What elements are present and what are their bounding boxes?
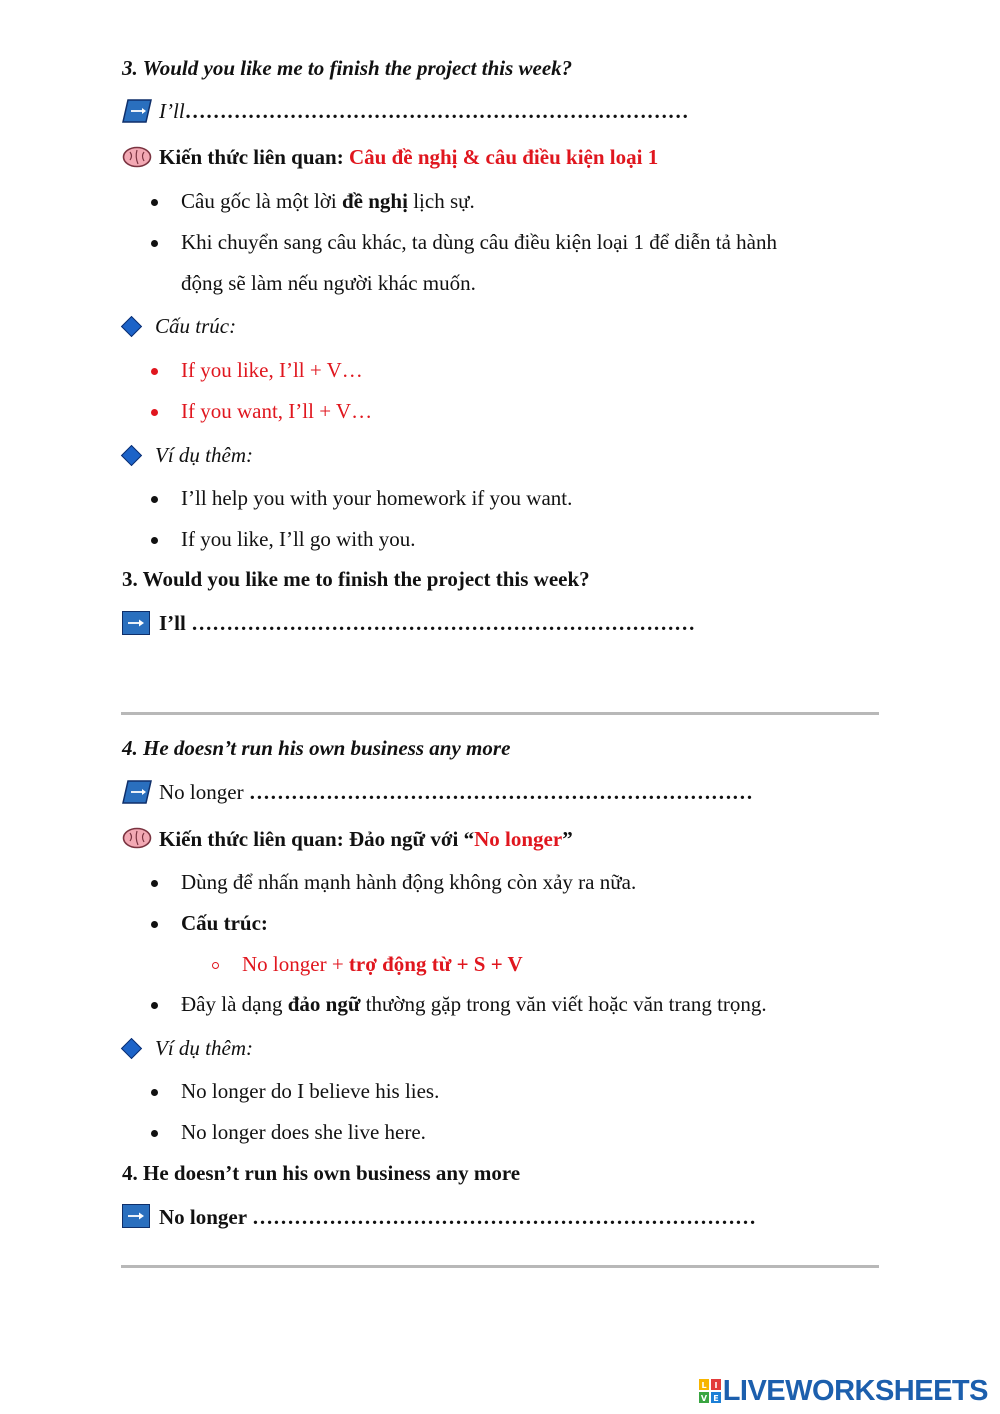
list-item-bold: đề nghị (342, 189, 408, 213)
bullet-dot (151, 1130, 158, 1137)
arrow-icon (122, 780, 152, 804)
bullet-dot (151, 368, 158, 375)
sub-bullet (212, 962, 219, 969)
logo-letter: V (700, 1394, 707, 1403)
example-item: No longer does she live here. (181, 1120, 426, 1144)
liveworksheets-logo (699, 1376, 988, 1406)
question-4-bold: 4. He doesn’t run his own business any more (122, 1161, 521, 1185)
structure-item: If you want, I’ll + V… (181, 399, 373, 423)
logo-icon (699, 1379, 721, 1403)
bullet-dot (151, 537, 158, 544)
answer-dots: ……………………………………………………………… (184, 99, 689, 123)
bullet-dot (151, 199, 158, 206)
bullet-dot (151, 1089, 158, 1096)
knowledge-label: Kiến thức liên quan: (159, 145, 344, 169)
answer-prefix: I’ll (159, 99, 185, 123)
logo-letter: I (714, 1381, 718, 1390)
logo-letter: L (701, 1381, 707, 1390)
knowledge-close: ” (562, 827, 573, 851)
section-divider (121, 1265, 879, 1268)
list-item: Khi chuyển sang câu khác, ta dùng câu điều kiện loại 1 để diễn tả hành (181, 230, 777, 254)
section-divider (121, 712, 879, 715)
structure-item: If you like, I’ll + V… (181, 358, 363, 382)
list-item-text: lịch sự. (407, 189, 475, 213)
question-4-italic: 4. He doesn’t run his own business any more (122, 736, 511, 760)
answer-line-4-italic (159, 779, 753, 805)
list-item (181, 188, 475, 214)
bullet-dot (151, 921, 158, 928)
arrow-icon (122, 1204, 150, 1228)
example-item: I’ll help you with your homework if you want. (181, 486, 573, 510)
arrow-icon (122, 611, 150, 635)
answer-line-3-bold: I’ll ……………………………………………………………… (159, 611, 696, 635)
list-item-text: Đây là dạng (181, 992, 288, 1016)
bullet-dot (151, 409, 158, 416)
list-item-bold: đảo ngữ (287, 992, 361, 1016)
arrow-icon (122, 99, 152, 123)
answer-prefix: No longer (159, 780, 244, 804)
list-item: Dùng để nhấn mạnh hành động không còn xảy ra nữa. (181, 870, 637, 894)
answer-line-4-bold: No longer ……………………………………………………………… (159, 1205, 756, 1229)
formula-plain: No longer + (242, 952, 349, 976)
bullet-dot (151, 880, 158, 887)
knowledge-topic: No longer (474, 827, 563, 851)
logo-text: LIVEWORKSHEETS (722, 1374, 988, 1407)
answer-line-3-italic (159, 98, 689, 124)
brain-icon (122, 146, 152, 168)
diamond-icon (121, 316, 142, 337)
list-item-continuation: động sẽ làm nếu người khác muốn. (181, 271, 476, 295)
structure-label: Cấu trúc: (155, 314, 237, 338)
diamond-icon (121, 1038, 142, 1059)
examples-label: Ví dụ thêm: (155, 443, 253, 467)
knowledge-topic: Câu đề nghị & câu điều kiện loại 1 (348, 145, 659, 169)
list-item (181, 991, 767, 1017)
knowledge-label: Kiến thức liên quan: Đảo ngữ với “ (159, 827, 475, 851)
example-item: No longer do I believe his lies. (181, 1079, 440, 1103)
answer-dots: ……………………………………………………………… (248, 780, 753, 804)
bullet-dot (151, 1002, 158, 1009)
brain-icon (122, 827, 152, 849)
question-3-italic: 3. Would you like me to finish the project this week? (122, 56, 573, 80)
knowledge-heading-3 (159, 144, 658, 170)
structure-formula (242, 951, 523, 977)
formula-bold: trợ động từ + S + V (348, 952, 523, 976)
logo-letter: E (712, 1394, 719, 1403)
question-3-bold: 3. Would you like me to finish the project this week? (122, 567, 590, 591)
list-item-text: Câu gốc là một lời (181, 189, 342, 213)
bullet-dot (151, 240, 158, 247)
structure-heading: Cấu trúc: (181, 911, 268, 935)
list-item-text: thường gặp trong văn viết hoặc văn trang trọng. (360, 992, 767, 1016)
bullet-dot (151, 496, 158, 503)
examples-label: Ví dụ thêm: (155, 1036, 253, 1060)
knowledge-heading-4 (159, 826, 573, 852)
diamond-icon (121, 445, 142, 466)
example-item: If you like, I’ll go with you. (181, 527, 416, 551)
